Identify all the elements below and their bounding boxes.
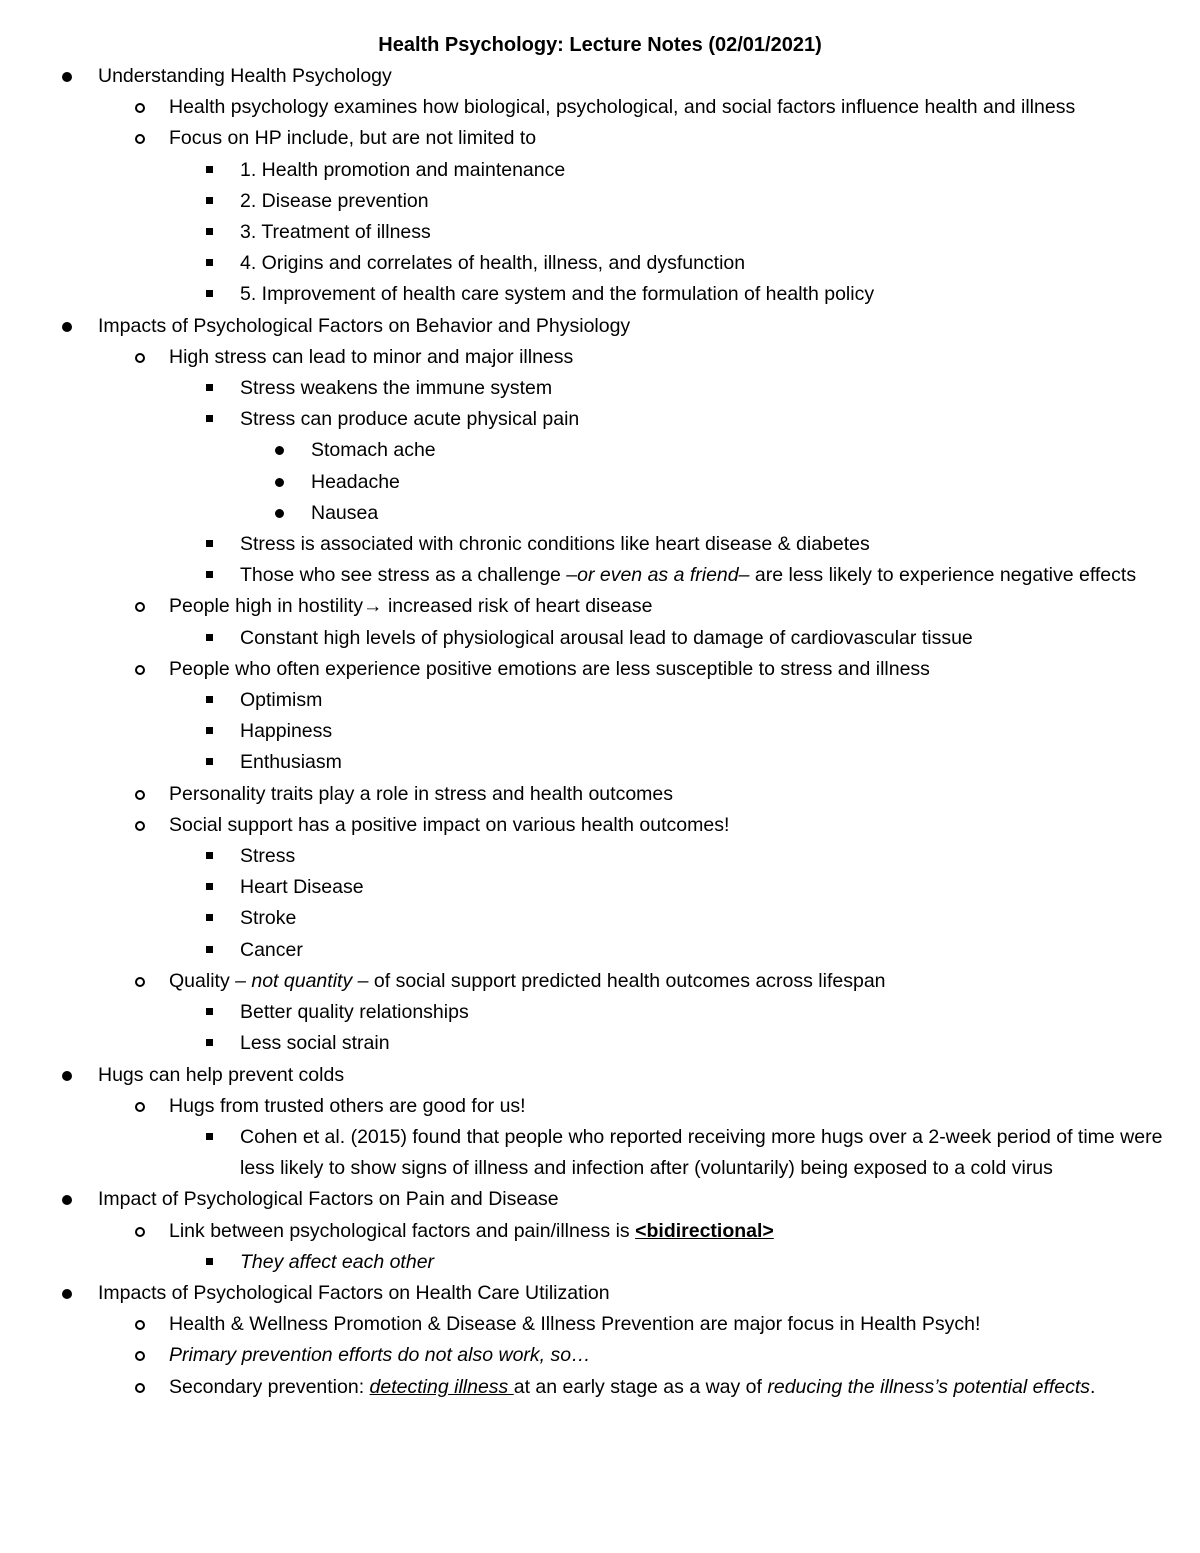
list-item: Focus on HP include, but are not limited to [0,123,1200,154]
square-bullet-icon [206,696,213,703]
square-bullet-icon [206,914,213,921]
circle-bullet-icon [135,353,145,363]
list-item: 1. Health promotion and maintenance [0,155,1200,186]
list-item: People high in hostility→ increased risk of heart disease [0,591,1200,622]
page-title: Health Psychology: Lecture Notes (02/01/2021) [378,34,822,56]
list-item: Health psychology examines how biological, psychological, and social factors influence health and illness [0,92,1200,123]
list-item: Those who see stress as a challenge –or even as a friend– are less likely to experience negative effects [0,560,1200,591]
square-bullet-icon [206,852,213,859]
list-item: Cohen et al. (2015) found that people who reported receiving more hugs over a 2-week period of time were less likely to show signs of illness and infection after (voluntarily) being exposed to a cold virus [0,1122,1200,1184]
list-item: Headache [0,467,1200,498]
list-item: Heart Disease [0,872,1200,903]
list-item: Stomach ache [0,435,1200,466]
list-item: Health & Wellness Promotion & Disease & Illness Prevention are major focus in Health Psych! [0,1309,1200,1340]
list-item: 2. Disease prevention [0,186,1200,217]
list-item: Quality – not quantity – of social support predicted health outcomes across lifespan [0,966,1200,997]
circle-bullet-icon [135,1320,145,1330]
list-item: Link between psychological factors and pain/illness is <bidirectional> [0,1216,1200,1247]
disc-bullet-icon [62,322,72,332]
list-item: Impacts of Psychological Factors on Behavior and Physiology [0,311,1200,342]
list-item: Better quality relationships [0,997,1200,1028]
list-item: Enthusiasm [0,747,1200,778]
circle-bullet-icon [135,1383,145,1393]
disc-bullet-icon [275,509,284,518]
square-bullet-icon [206,1258,213,1265]
square-bullet-icon [206,883,213,890]
list-item: Stroke [0,903,1200,934]
square-bullet-icon [206,1008,213,1015]
circle-bullet-icon [135,1351,145,1361]
circle-bullet-icon [135,103,145,113]
list-item: Social support has a positive impact on various health outcomes! [0,810,1200,841]
list-item: Stress is associated with chronic conditions like heart disease & diabetes [0,529,1200,560]
circle-bullet-icon [135,665,145,675]
circle-bullet-icon [135,977,145,987]
square-bullet-icon [206,166,213,173]
circle-bullet-icon [135,821,145,831]
disc-bullet-icon [62,72,72,82]
disc-bullet-icon [62,1195,72,1205]
circle-bullet-icon [135,134,145,144]
list-item: 4. Origins and correlates of health, illness, and dysfunction [0,248,1200,279]
circle-bullet-icon [135,1227,145,1237]
square-bullet-icon [206,1133,213,1140]
list-item: Constant high levels of physiological arousal lead to damage of cardiovascular tissue [0,623,1200,654]
list-item: Happiness [0,716,1200,747]
list-item: Stress weakens the immune system [0,373,1200,404]
square-bullet-icon [206,727,213,734]
list-item: Less social strain [0,1028,1200,1059]
square-bullet-icon [206,1039,213,1046]
list-item: Primary prevention efforts do not also work, so… [0,1340,1200,1371]
list-item: Understanding Health Psychology [0,61,1200,92]
list-item: Nausea [0,498,1200,529]
square-bullet-icon [206,384,213,391]
list-item: People who often experience positive emotions are less susceptible to stress and illness [0,654,1200,685]
square-bullet-icon [206,540,213,547]
list-item: High stress can lead to minor and major illness [0,342,1200,373]
list-item: Impacts of Psychological Factors on Health Care Utilization [0,1278,1200,1309]
list-item: Personality traits play a role in stress and health outcomes [0,779,1200,810]
circle-bullet-icon [135,1102,145,1112]
list-item: Stress can produce acute physical pain [0,404,1200,435]
square-bullet-icon [206,946,213,953]
square-bullet-icon [206,634,213,641]
square-bullet-icon [206,415,213,422]
list-item: Stress [0,841,1200,872]
square-bullet-icon [206,259,213,266]
list-item: They affect each other [0,1247,1200,1278]
list-item: Hugs can help prevent colds [0,1060,1200,1091]
list-item: 3. Treatment of illness [0,217,1200,248]
circle-bullet-icon [135,790,145,800]
square-bullet-icon [206,197,213,204]
square-bullet-icon [206,290,213,297]
disc-bullet-icon [62,1289,72,1299]
disc-bullet-icon [275,478,284,487]
list-item: Optimism [0,685,1200,716]
circle-bullet-icon [135,602,145,612]
list-item: Hugs from trusted others are good for us! [0,1091,1200,1122]
list-item: Secondary prevention: detecting illness at an early stage as a way of reducing the illness’s potential effects. [0,1372,1200,1403]
list-item: 5. Improvement of health care system and the formulation of health policy [0,279,1200,310]
list-item: Cancer [0,935,1200,966]
square-bullet-icon [206,571,213,578]
disc-bullet-icon [62,1071,72,1081]
square-bullet-icon [206,228,213,235]
disc-bullet-icon [275,446,284,455]
square-bullet-icon [206,758,213,765]
list-item: Impact of Psychological Factors on Pain and Disease [0,1184,1200,1215]
